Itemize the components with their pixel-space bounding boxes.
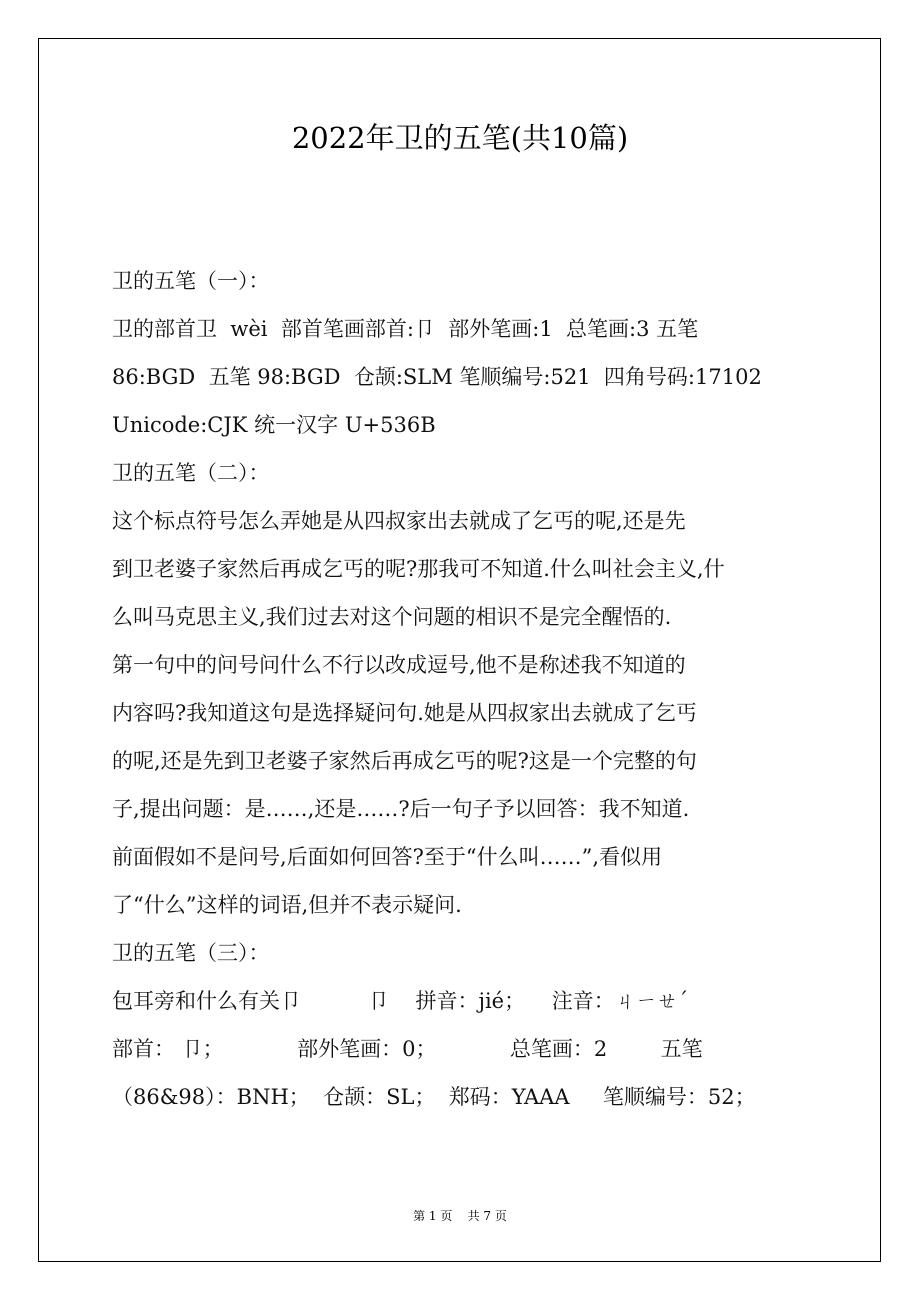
section-heading-1: 卫的五笔（一）：	[112, 269, 270, 293]
text-line: 的呢,还是先到卫老婆子家然后再成乞丐的呢?这是一个完整的句	[112, 749, 697, 773]
text-line: 么叫马克思主义,我们过去对这个问题的相识不是完全醒悟的.	[112, 605, 672, 629]
text-line: 了“什么”这样的词语,但并不表示疑问.	[112, 893, 462, 917]
section-heading-2: 卫的五笔（二）：	[112, 461, 270, 485]
text-line: 第一句中的问号问什么不行以改成逗号,他不是称述我不知道的	[112, 653, 686, 677]
page-number: 第 1 页 共 7 页	[413, 1209, 507, 1223]
text-line: 内容吗?我知道这句是选择疑问句.她是从四叔家出去就成了乞丐	[112, 701, 697, 725]
text-line: 这个标点符号怎么弄她是从四叔家出去就成了乞丐的呢,还是先	[112, 509, 686, 533]
section-heading-3: 卫的五笔（三）：	[112, 941, 270, 965]
text-line: （86&98）：BNH； 仓颉：SL； 郑码：YAAA 笔顺编号：52；	[112, 1085, 756, 1109]
text-line: 到卫老婆子家然后再成乞丐的呢?那我可不知道.什么叫社会主义,什	[112, 557, 725, 581]
text-line: 子,提出问题：是……,还是……?后一句子予以回答：我不知道.	[112, 797, 690, 821]
text-line: 前面假如不是问号,后面如何回答?至于“什么叫……”,看似用	[112, 845, 663, 869]
document-title: 2022年卫的五笔(共10篇)	[291, 121, 629, 155]
text-line: 包耳旁和什么有关卩 卩 拼音：jié； 注音：ㄐㄧㄝˊ	[112, 989, 689, 1013]
text-line: 86:BGD 五笔 98:BGD 仓颉:SLM 笔顺编号:521 四角号码:17102	[112, 365, 762, 389]
text-line: 卫的部首卫 wèi 部首笔画部首:卩 部外笔画:1 总笔画:3 五笔	[112, 317, 699, 341]
text-line: 部首： 卩； 部外笔画：0； 总笔画：2 五笔	[112, 1037, 703, 1061]
text-line: Unicode:CJK 统一汉字 U+536B	[112, 413, 436, 437]
